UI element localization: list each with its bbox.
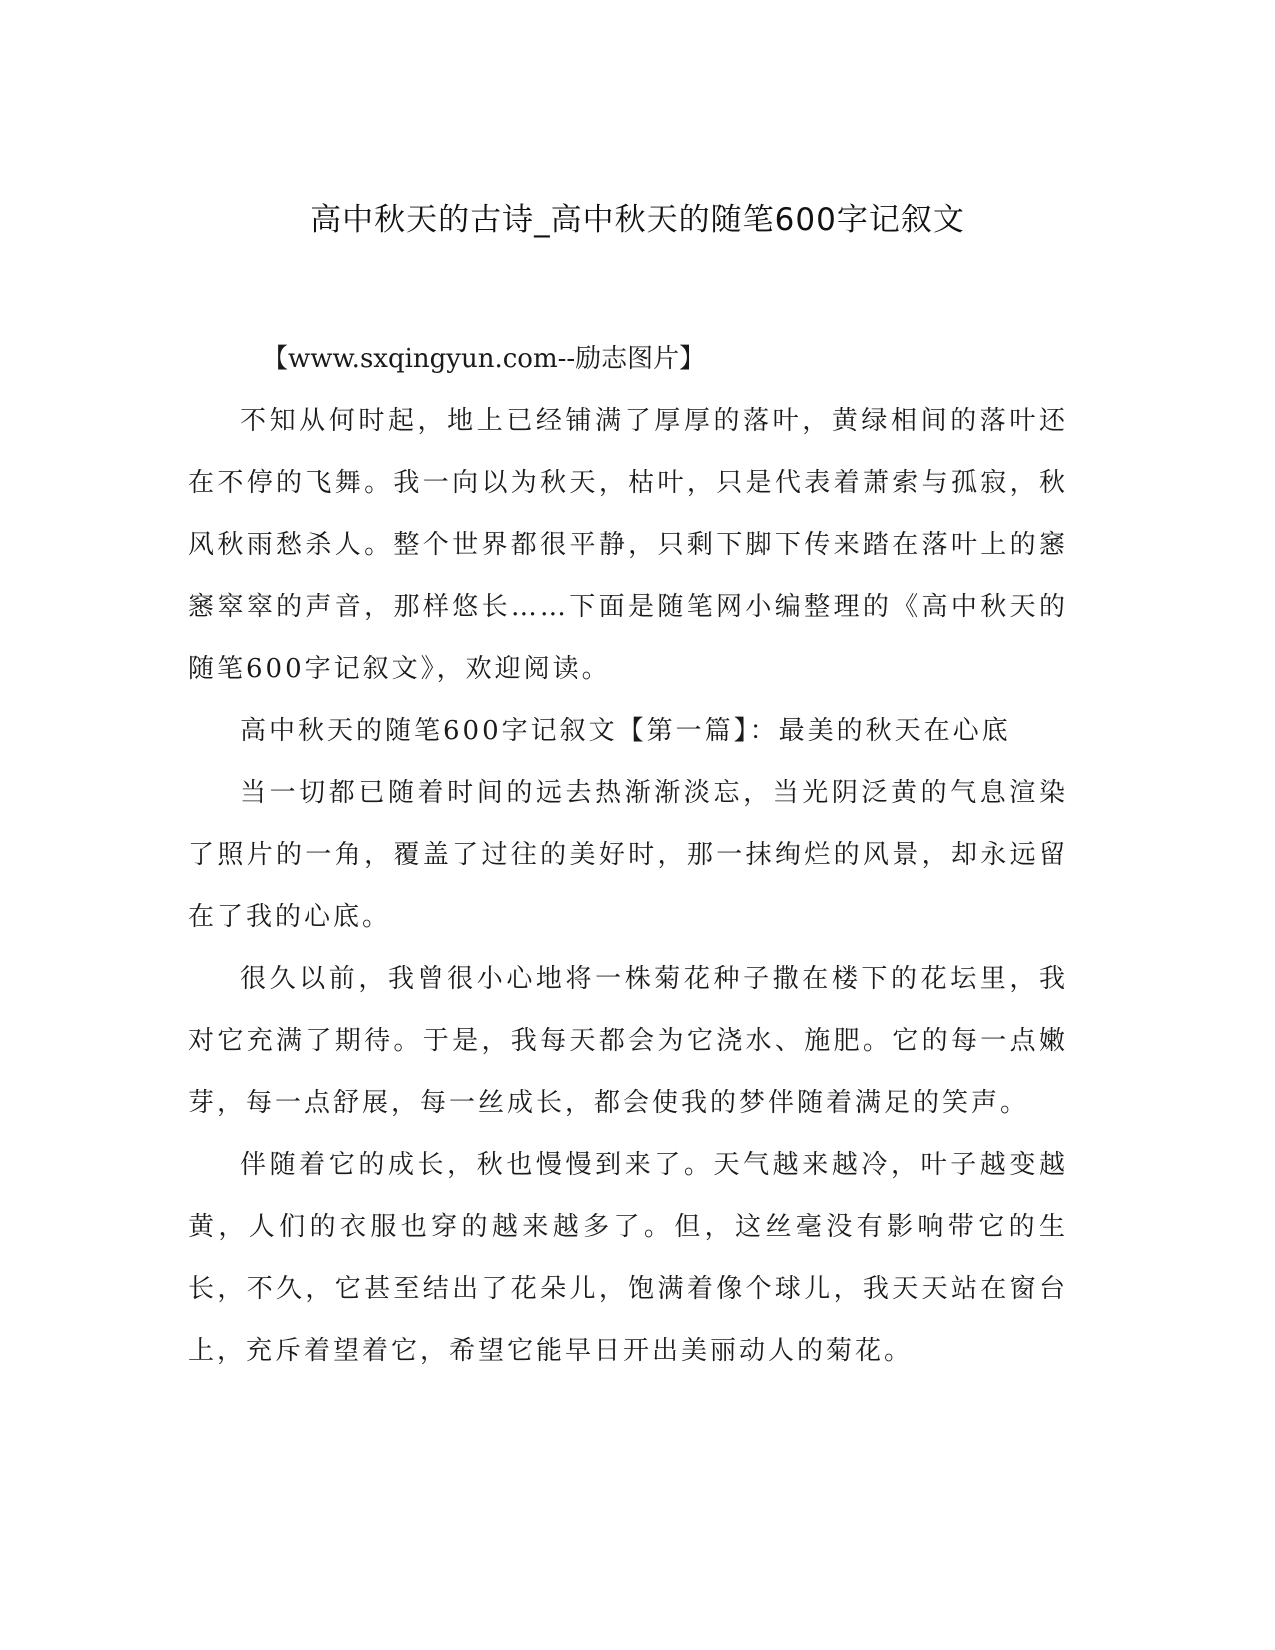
document-body xyxy=(188,328,1068,1382)
body-paragraph-1: 当一切都已随着时间的远去热渐渐淡忘，当光阴泛黄的气息渲染了照片的一角，覆盖了过往的美好时，那一抹绚烂的风景，却永远留在了我的心底。 xyxy=(188,778,1068,932)
intro-paragraph: 不知从何时起，地上已经铺满了厚厚的落叶，黄绿相间的落叶还在不停的飞舞。我一向以为秋天，枯叶，只是代表着萧索与孤寂，秋风秋雨愁杀人。整个世界都很平静，只剩下脚下传来踏在落叶上的窸窸窣窣的声音，那样悠长……下面是随笔网小编整理的《高中秋天的随笔600字记叙文》，欢迎阅读。 xyxy=(188,406,1068,684)
section-heading: 高中秋天的随笔600字记叙文【第一篇】：最美的秋天在心底 xyxy=(240,716,1011,746)
body-paragraph-2: 很久以前，我曾很小心地将一株菊花种子撒在楼下的花坛里，我对它充满了期待。于是，我每天都会为它浇水、施肥。它的每一点嫩芽，每一点舒展，每一丝成长，都会使我的梦伴随着满足的笑声。 xyxy=(188,964,1068,1118)
body-paragraph-3: 伴随着它的成长，秋也慢慢到来了。天气越来越冷，叶子越变越黄，人们的衣服也穿的越来越多了。但，这丝毫没有影响带它的生长，不久，它甚至结出了花朵儿，饱满着像个球儿，我天天站在窗台上，充斥着望着它，希望它能早日开出美丽动人的菊花。 xyxy=(188,1150,1068,1366)
source-line: 【www.sxqingyun.com--励志图片】 xyxy=(262,344,706,374)
document-title: 高中秋天的古诗_高中秋天的随笔600字记叙文 xyxy=(310,202,965,238)
